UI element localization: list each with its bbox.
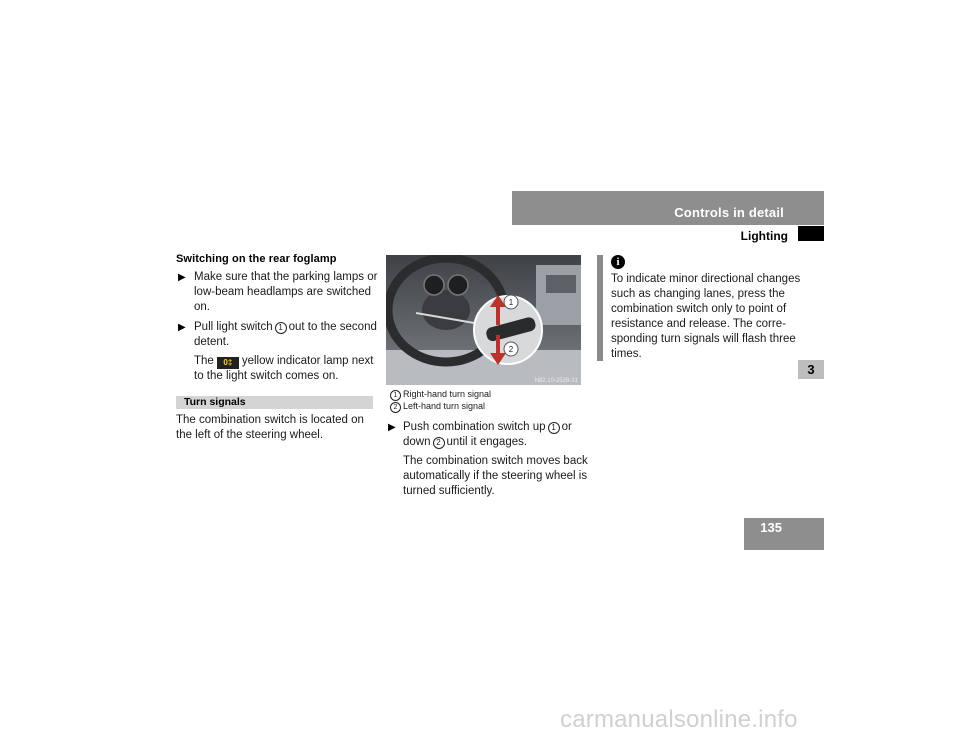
bullet-pull-switch: Pull light switch 1 out to the second detent. xyxy=(194,321,377,348)
bullet-arrow-icon: ▶ xyxy=(178,272,186,283)
steering-wheel-illustration xyxy=(386,255,581,385)
switch-moves-back-text: The combination switch moves back automatically if the steering wheel is turned sufficiently. xyxy=(403,455,588,497)
caption-left-turn: 2 Left-hand turn signal xyxy=(388,401,485,413)
section-title: Controls in detail xyxy=(674,205,784,220)
callout-1: 1 xyxy=(275,322,287,334)
subsection-title: Lighting xyxy=(740,229,788,243)
turn-signals-text: The combination switch is located on the left of the steering wheel. xyxy=(176,414,364,441)
header-tab-marker xyxy=(798,226,824,241)
page-number-box xyxy=(744,518,824,550)
marker-2: 2 xyxy=(508,345,514,354)
watermark: carmanualsonline.info xyxy=(560,706,798,733)
combination-switch-photo xyxy=(386,255,581,385)
page-number: 135 xyxy=(760,520,782,535)
chapter-tab[interactable]: 3 xyxy=(798,360,824,379)
info-sidebar xyxy=(597,255,603,361)
marker-1: 1 xyxy=(508,298,514,307)
rear-foglamp-heading: Switching on the rear foglamp xyxy=(176,253,337,265)
info-icon: i xyxy=(611,255,625,269)
bullet-push-switch: Push combination switch up 1 or down 2 until it engages. xyxy=(403,421,572,448)
bullet-parking-lamps: Make sure that the parking lamps or low-beam headlamps are switched on. xyxy=(194,271,378,313)
info-text: To indicate minor directional changes such as changing lanes, press the combination switch only to point of resistance and release. The corre- sponding turn signals will flash three times. xyxy=(611,273,801,360)
turn-signals-heading: Turn signals xyxy=(176,396,373,409)
bullet-arrow-icon: ▶ xyxy=(388,422,396,433)
rear-foglamp-indicator-icon: 0‡ xyxy=(217,357,239,369)
caption-right-turn: 1 Right-hand turn signal xyxy=(388,389,491,401)
bullet-arrow-icon: ▶ xyxy=(178,322,186,333)
figure-code: N82.10-2528-31 xyxy=(534,378,578,384)
indicator-note: The 0‡ yellow indicator lamp next to the light switch comes on. xyxy=(194,355,374,382)
